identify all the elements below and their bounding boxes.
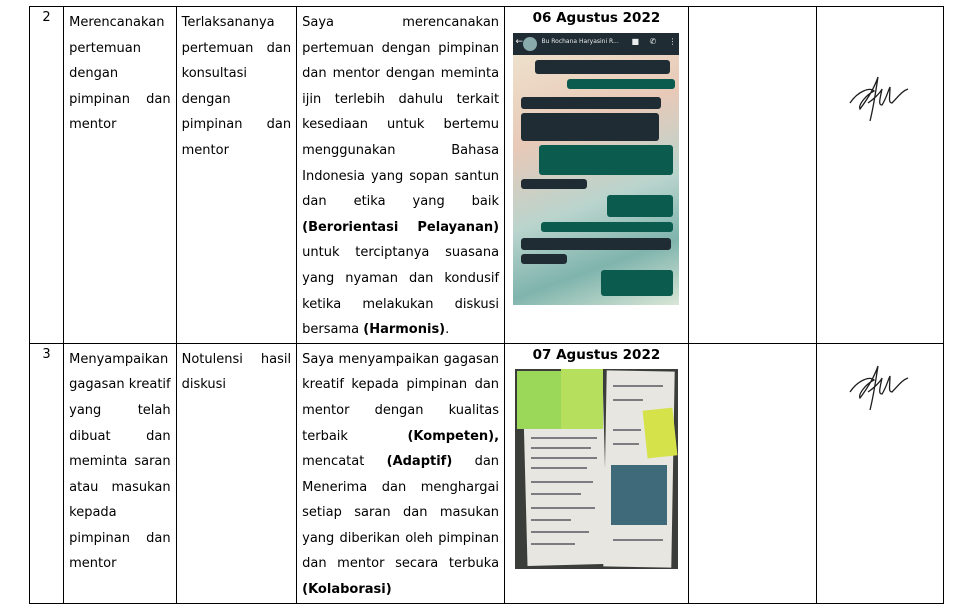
description-cell — [297, 343, 505, 603]
notes-photo — [515, 369, 678, 569]
sticky-note — [517, 371, 561, 429]
chat-bubble — [535, 60, 670, 74]
chat-header — [513, 33, 679, 55]
chat-bubble — [521, 238, 671, 250]
chat-bubble — [541, 222, 673, 232]
video-call-icon: ■ — [631, 37, 639, 46]
row-number: 2 — [30, 7, 64, 344]
text-line — [613, 385, 663, 387]
chat-bubble — [607, 195, 673, 217]
text-line — [531, 457, 597, 459]
empty-cell — [688, 343, 817, 603]
activity-text: Menyampaikan gagasan kreatif yang telah dibuat dan meminta saran atau masukan kepada pimpinan dan mentor — [69, 351, 171, 572]
chat-screenshot — [513, 33, 679, 305]
chat-bubble — [521, 254, 567, 264]
activity-log-table — [29, 6, 944, 604]
text-line — [531, 437, 597, 439]
table-row — [30, 7, 944, 344]
chat-bubble — [567, 79, 675, 89]
chat-bubble — [539, 145, 673, 175]
output-text: Terlaksananya pertemuan dan konsultasi dengan pimpinan dan mentor — [181, 15, 292, 158]
signature-cell — [817, 343, 944, 603]
diagram-figure — [611, 465, 667, 525]
back-arrow-icon: ← — [515, 37, 523, 47]
signature-image — [844, 69, 916, 129]
sticky-note — [643, 407, 678, 458]
more-menu-icon: ⋮ — [668, 37, 677, 46]
evidence-cell — [505, 343, 689, 603]
description-text: dan Menerima dan menghargai setiap saran dan masukan yang diberikan oleh pimpinan dan mentor secara terbuka — [302, 454, 500, 572]
description-cell — [297, 7, 505, 344]
description-text: Saya menyampaikan gagasan kreatif kepada pimpinan dan mentor dengan kualitas terbaik — [302, 351, 500, 444]
text-line — [613, 399, 643, 401]
text-line — [613, 443, 639, 445]
description-value-tag: (Kolaborasi) — [302, 582, 392, 598]
evidence-cell — [505, 7, 689, 344]
output-cell — [176, 7, 297, 344]
phone-icon: ✆ — [649, 37, 657, 46]
chat-contact-name: Bu Rochana Haryasini R... — [541, 38, 619, 45]
description-text: mencatat — [302, 454, 387, 470]
description-value-tag: (Adaptif) — [386, 454, 453, 470]
sticky-note — [561, 369, 603, 429]
chat-bubble — [601, 270, 673, 296]
text-line — [531, 519, 571, 521]
text-line — [531, 447, 591, 449]
text-line — [531, 493, 581, 495]
chat-bubble — [521, 179, 587, 189]
text-line — [531, 543, 575, 545]
avatar — [523, 37, 537, 51]
description-text: untuk terciptanya suasana yang nyaman dan kondusif ketika melakukan diskusi bersama — [302, 245, 500, 338]
text-line — [613, 539, 663, 541]
table-row — [30, 343, 944, 603]
signature-cell — [817, 7, 944, 344]
description-value-tag: (Harmonis) — [363, 322, 446, 338]
output-text: Notulensi hasil diskusi — [181, 351, 292, 393]
output-cell — [176, 343, 297, 603]
empty-cell — [688, 7, 817, 344]
text-line — [531, 481, 593, 483]
description-value-tag: (Kompeten), — [407, 428, 500, 444]
text-line — [531, 531, 589, 533]
text-line — [531, 507, 595, 509]
evidence-date: 06 Agustus 2022 — [532, 10, 661, 26]
activity-cell — [64, 7, 176, 344]
text-line — [531, 467, 587, 469]
evidence-date: 07 Agustus 2022 — [532, 346, 661, 363]
activity-text: Merencanakan pertemuan dengan pimpinan dan mentor — [69, 15, 171, 133]
chat-bubble — [521, 97, 661, 109]
description-text: . — [445, 322, 450, 338]
description-text: Saya merencanakan pertemuan dengan pimpinan dan mentor dengan meminta ijin terlebih dahulu terkait kesediaan untuk bertemu menggunakan Bahasa Indonesia yang sopan santun dan etika yang baik — [302, 15, 500, 210]
signature-image — [844, 358, 916, 418]
description-value-tag: (Berorientasi Pelayanan) — [302, 219, 500, 235]
row-number: 3 — [30, 343, 64, 603]
chat-bubble — [521, 113, 659, 141]
activity-cell — [64, 343, 176, 603]
text-line — [613, 429, 641, 431]
